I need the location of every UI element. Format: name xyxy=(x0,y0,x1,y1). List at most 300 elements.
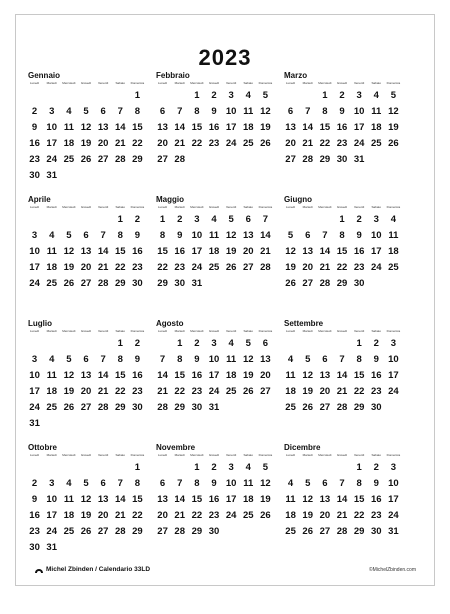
weekday-label: Martedì xyxy=(302,205,313,209)
day-cell: 8 xyxy=(117,354,123,365)
day-cell: 4 xyxy=(245,462,251,473)
day-cell: 23 xyxy=(174,262,185,273)
empty-cell xyxy=(60,212,77,228)
footer xyxy=(34,565,416,577)
day-cell: 13 xyxy=(302,246,313,257)
day-cell: 4 xyxy=(49,230,55,241)
day-cell: 14 xyxy=(302,122,313,133)
day-cell: 24 xyxy=(191,262,203,273)
month-name: Maggio xyxy=(156,195,184,204)
weekday-label: Martedì xyxy=(174,329,185,333)
day-cell: 17 xyxy=(46,510,57,521)
day-cell: 2 xyxy=(31,478,38,489)
weekday-label: Sabato xyxy=(115,205,126,209)
day-cell: 27 xyxy=(285,154,296,165)
weekday-label: Giovedì xyxy=(208,329,220,333)
day-cell: 10 xyxy=(225,478,237,489)
day-cell: 3 xyxy=(31,230,38,241)
day-cell: 6 xyxy=(100,478,106,489)
day-cell: 25 xyxy=(46,278,57,289)
month-name: Luglio xyxy=(28,319,52,328)
day-cell: 29 xyxy=(114,278,126,289)
weekday-label: Venerdì xyxy=(225,329,237,333)
month-name: Ottobre xyxy=(28,443,57,452)
weekday-label: Domenica xyxy=(386,81,401,85)
day-cell: 3 xyxy=(228,90,234,101)
day-cell: 15 xyxy=(191,122,203,133)
day-cell: 25 xyxy=(285,402,296,413)
day-cell: 21 xyxy=(97,386,109,397)
empty-cell xyxy=(95,460,112,476)
day-cell: 8 xyxy=(322,106,328,117)
day-cell: 27 xyxy=(80,402,92,413)
day-cell: 8 xyxy=(194,478,200,489)
day-cell: 27 xyxy=(319,526,331,537)
empty-cell xyxy=(316,336,333,352)
day-cell: 24 xyxy=(208,386,220,397)
weekday-label: Domenica xyxy=(130,205,145,209)
day-cell: 18 xyxy=(388,246,399,257)
day-cell: 11 xyxy=(46,370,57,381)
day-cell: 7 xyxy=(100,354,106,365)
day-cell: 19 xyxy=(388,122,399,133)
day-cell: 17 xyxy=(225,494,237,505)
day-cell: 5 xyxy=(83,478,89,489)
day-cell: 11 xyxy=(371,106,382,117)
empty-cell xyxy=(154,460,171,476)
weekday-header xyxy=(282,205,402,210)
day-cell: 5 xyxy=(83,106,89,117)
day-cell: 7 xyxy=(117,106,123,117)
day-cell: 5 xyxy=(228,214,234,225)
day-cell: 10 xyxy=(29,370,40,381)
day-cell: 25 xyxy=(242,138,254,149)
weekday-label: Martedì xyxy=(302,453,313,457)
day-cell: 13 xyxy=(319,494,331,505)
day-cell: 4 xyxy=(373,90,379,101)
weekday-label: Lunedì xyxy=(157,329,168,333)
day-cell: 27 xyxy=(80,278,92,289)
day-cell: 6 xyxy=(305,230,311,241)
day-cell: 19 xyxy=(285,262,296,273)
day-cell: 22 xyxy=(353,386,365,397)
day-cell: 28 xyxy=(174,154,185,165)
weekday-label: Lunedì xyxy=(29,81,40,85)
day-cell: 11 xyxy=(63,122,74,133)
empty-cell xyxy=(112,88,129,104)
weekday-label: Lunedì xyxy=(285,205,296,209)
weekday-label: Martedì xyxy=(46,205,57,209)
day-cell: 5 xyxy=(66,354,72,365)
weekday-header xyxy=(26,453,146,458)
empty-cell xyxy=(77,212,94,228)
weekday-label: Mercoledì xyxy=(190,81,204,85)
day-cell: 20 xyxy=(80,386,92,397)
day-cell: 21 xyxy=(174,510,185,521)
day-cell: 8 xyxy=(177,354,183,365)
month-name: Agosto xyxy=(156,319,184,328)
day-cell: 31 xyxy=(388,526,399,537)
day-cell: 25 xyxy=(63,154,75,165)
day-cell: 19 xyxy=(302,386,313,397)
day-cell: 24 xyxy=(46,526,57,537)
empty-cell xyxy=(282,336,299,352)
day-cell: 28 xyxy=(97,402,109,413)
weekday-label: Sabato xyxy=(371,205,382,209)
day-cell: 27 xyxy=(302,278,313,289)
day-cell: 8 xyxy=(356,354,362,365)
day-cell: 14 xyxy=(114,122,126,133)
day-cell: 17 xyxy=(29,262,40,273)
day-cell: 23 xyxy=(132,262,143,273)
weekday-header xyxy=(26,329,146,334)
day-cell: 24 xyxy=(388,386,399,397)
empty-cell xyxy=(60,336,77,352)
month-name: Aprile xyxy=(28,195,51,204)
weekday-label: Martedì xyxy=(302,81,313,85)
empty-cell xyxy=(43,88,60,104)
day-cell: 9 xyxy=(194,354,200,365)
weekday-header xyxy=(154,329,274,334)
weekday-label: Venerdì xyxy=(353,205,365,209)
weekday-header xyxy=(282,453,402,458)
day-cell: 30 xyxy=(208,526,220,537)
day-cell: 6 xyxy=(83,230,89,241)
mz-logo-icon xyxy=(34,566,44,574)
day-cell: 14 xyxy=(174,494,185,505)
weekday-label: Lunedì xyxy=(29,205,40,209)
day-cell: 4 xyxy=(287,478,294,489)
weekday-label: Sabato xyxy=(115,81,126,85)
day-cell: 31 xyxy=(29,418,40,429)
weekday-label: Sabato xyxy=(243,205,254,209)
weekday-label: Giovedì xyxy=(336,205,348,209)
day-cell: 20 xyxy=(285,138,296,149)
day-cell: 27 xyxy=(242,262,254,273)
empty-cell xyxy=(282,212,299,228)
day-cell: 1 xyxy=(134,462,141,473)
empty-cell xyxy=(43,212,60,228)
day-cell: 15 xyxy=(132,122,143,133)
weekday-label: Martedì xyxy=(174,205,185,209)
day-cell: 13 xyxy=(97,494,109,505)
weekday-label: Giovedì xyxy=(336,329,348,333)
day-cell: 18 xyxy=(46,386,57,397)
footer-credit: Michel Zbinden / Calendario 33LD xyxy=(46,566,151,573)
day-cell: 15 xyxy=(319,122,331,133)
month-giugno xyxy=(282,195,402,292)
day-cell: 15 xyxy=(174,370,185,381)
month-settembre xyxy=(282,319,402,416)
day-cell: 22 xyxy=(319,138,331,149)
day-cell: 11 xyxy=(226,354,237,365)
weekday-label: Mercoledì xyxy=(318,329,332,333)
day-cell: 20 xyxy=(157,138,168,149)
empty-cell xyxy=(43,460,60,476)
day-cell: 31 xyxy=(46,542,57,553)
day-cell: 8 xyxy=(159,230,166,241)
day-cell: 4 xyxy=(49,354,55,365)
day-cell: 8 xyxy=(339,230,345,241)
weekday-label: Mercoledì xyxy=(190,205,204,209)
weekday-label: Sabato xyxy=(371,81,382,85)
day-cell: 25 xyxy=(242,510,254,521)
weekday-label: Lunedì xyxy=(285,81,296,85)
day-cell: 10 xyxy=(353,106,365,117)
day-cell: 14 xyxy=(260,230,271,241)
empty-cell xyxy=(112,460,129,476)
day-cell: 12 xyxy=(63,246,75,257)
empty-cell xyxy=(333,336,350,352)
day-cell: 11 xyxy=(243,478,254,489)
empty-cell xyxy=(95,212,112,228)
day-cell: 13 xyxy=(157,494,168,505)
weekday-label: Lunedì xyxy=(285,329,296,333)
day-cell: 18 xyxy=(63,510,75,521)
day-cell: 26 xyxy=(63,278,75,289)
day-cell: 10 xyxy=(388,478,399,489)
weekday-label: Giovedì xyxy=(208,205,220,209)
day-cell: 27 xyxy=(97,154,109,165)
weekday-label: Giovedì xyxy=(336,453,348,457)
day-cell: 17 xyxy=(29,386,40,397)
day-cell: 28 xyxy=(302,154,313,165)
weekday-label: Venerdì xyxy=(225,453,237,457)
day-cell: 19 xyxy=(242,370,254,381)
day-cell: 1 xyxy=(134,90,141,101)
day-cell: 26 xyxy=(302,526,313,537)
day-cell: 1 xyxy=(194,462,200,473)
footer-website[interactable]: ©MichelZbinden.com xyxy=(368,567,416,573)
month-maggio xyxy=(154,195,274,292)
day-cell: 26 xyxy=(80,154,92,165)
day-cell: 1 xyxy=(339,214,345,225)
day-cell: 6 xyxy=(262,338,269,349)
day-cell: 3 xyxy=(49,106,55,117)
weekday-label: Giovedì xyxy=(80,81,92,85)
day-cell: 22 xyxy=(191,510,203,521)
day-cell: 11 xyxy=(46,246,57,257)
day-cell: 29 xyxy=(114,402,126,413)
day-cell: 21 xyxy=(114,138,126,149)
day-cell: 23 xyxy=(370,386,382,397)
day-cell: 11 xyxy=(208,230,220,241)
day-cell: 16 xyxy=(174,246,185,257)
day-cell: 14 xyxy=(336,494,348,505)
day-cell: 19 xyxy=(225,246,237,257)
day-cell: 12 xyxy=(225,230,237,241)
day-cell: 26 xyxy=(260,138,271,149)
empty-cell xyxy=(299,212,316,228)
weekday-label: Mercoledì xyxy=(318,205,332,209)
day-cell: 20 xyxy=(319,510,331,521)
month-febbraio xyxy=(154,71,274,168)
day-cell: 25 xyxy=(388,262,399,273)
day-cell: 7 xyxy=(339,354,345,365)
weekday-label: Mercoledì xyxy=(190,329,204,333)
day-cell: 22 xyxy=(132,138,143,149)
day-cell: 5 xyxy=(262,462,269,473)
day-cell: 10 xyxy=(29,246,40,257)
day-cell: 12 xyxy=(242,354,254,365)
day-cell: 14 xyxy=(97,370,109,381)
day-cell: 11 xyxy=(388,230,399,241)
day-cell: 6 xyxy=(83,354,89,365)
day-cell: 17 xyxy=(353,122,365,133)
day-cell: 26 xyxy=(285,278,296,289)
empty-cell xyxy=(171,88,188,104)
day-cell: 19 xyxy=(63,386,75,397)
empty-cell xyxy=(154,88,171,104)
weekday-label: Sabato xyxy=(243,81,254,85)
day-cell: 26 xyxy=(80,526,92,537)
day-cell: 21 xyxy=(336,510,348,521)
day-cell: 10 xyxy=(191,230,203,241)
day-cell: 2 xyxy=(211,90,217,101)
day-cell: 31 xyxy=(46,170,57,181)
day-cell: 10 xyxy=(388,354,399,365)
day-cell: 30 xyxy=(370,526,382,537)
day-cell: 7 xyxy=(305,106,311,117)
month-name: Marzo xyxy=(284,71,308,80)
day-cell: 6 xyxy=(159,106,166,117)
day-cell: 22 xyxy=(336,262,348,273)
weekday-label: Martedì xyxy=(174,81,185,85)
month-name: Settembre xyxy=(284,319,324,328)
day-cell: 30 xyxy=(132,402,143,413)
day-cell: 11 xyxy=(285,370,296,381)
day-cell: 9 xyxy=(134,354,141,365)
day-cell: 1 xyxy=(356,462,362,473)
weekday-label: Venerdì xyxy=(97,453,109,457)
day-grid xyxy=(282,212,402,292)
weekday-label: Sabato xyxy=(115,453,126,457)
day-cell: 15 xyxy=(353,494,365,505)
day-cell: 2 xyxy=(356,214,362,225)
day-cell: 9 xyxy=(31,494,38,505)
day-cell: 5 xyxy=(390,90,397,101)
day-cell: 17 xyxy=(208,370,220,381)
day-cell: 22 xyxy=(114,386,126,397)
day-cell: 13 xyxy=(242,230,254,241)
day-cell: 3 xyxy=(31,354,38,365)
day-cell: 4 xyxy=(287,354,294,365)
day-cell: 16 xyxy=(208,494,220,505)
month-name: Giugno xyxy=(284,195,312,204)
day-cell: 24 xyxy=(225,510,237,521)
day-cell: 14 xyxy=(97,246,109,257)
weekday-label: Mercoledì xyxy=(318,81,332,85)
day-cell: 16 xyxy=(132,370,143,381)
day-cell: 26 xyxy=(388,138,399,149)
day-cell: 9 xyxy=(339,106,345,117)
day-cell: 3 xyxy=(356,90,362,101)
day-grid xyxy=(282,336,402,416)
day-cell: 2 xyxy=(177,214,183,225)
day-cell: 25 xyxy=(370,138,382,149)
month-gennaio xyxy=(26,71,146,184)
day-cell: 29 xyxy=(132,526,143,537)
day-cell: 18 xyxy=(285,510,296,521)
day-cell: 31 xyxy=(353,154,365,165)
weekday-label: Giovedì xyxy=(208,81,220,85)
day-cell: 21 xyxy=(319,262,331,273)
day-cell: 21 xyxy=(114,510,126,521)
weekday-label: Lunedì xyxy=(29,329,40,333)
empty-cell xyxy=(77,336,94,352)
weekday-label: Mercoledì xyxy=(62,205,76,209)
day-cell: 4 xyxy=(390,214,397,225)
weekday-label: Mercoledì xyxy=(62,81,76,85)
day-cell: 14 xyxy=(336,370,348,381)
weekday-label: Domenica xyxy=(386,329,401,333)
day-cell: 19 xyxy=(80,138,92,149)
day-cell: 21 xyxy=(260,246,271,257)
day-cell: 15 xyxy=(114,370,126,381)
empty-cell xyxy=(26,460,43,476)
day-cell: 6 xyxy=(100,106,106,117)
day-cell: 30 xyxy=(370,402,382,413)
day-cell: 23 xyxy=(29,526,40,537)
weekday-label: Lunedì xyxy=(29,453,40,457)
day-grid xyxy=(26,336,146,432)
weekday-label: Martedì xyxy=(46,81,57,85)
day-cell: 2 xyxy=(134,214,141,225)
day-cell: 12 xyxy=(285,246,296,257)
year-title: 2023 xyxy=(198,45,252,70)
empty-cell xyxy=(282,460,299,476)
day-cell: 15 xyxy=(114,246,126,257)
day-cell: 29 xyxy=(157,278,168,289)
weekday-label: Venerdì xyxy=(225,205,237,209)
day-cell: 17 xyxy=(225,122,237,133)
day-cell: 1 xyxy=(322,90,328,101)
day-cell: 24 xyxy=(353,138,365,149)
day-cell: 18 xyxy=(285,386,296,397)
day-cell: 13 xyxy=(80,246,92,257)
day-cell: 25 xyxy=(208,262,220,273)
day-cell: 23 xyxy=(370,510,382,521)
day-cell: 10 xyxy=(46,122,57,133)
day-cell: 18 xyxy=(242,494,254,505)
weekday-header xyxy=(282,329,402,334)
day-cell: 24 xyxy=(46,154,57,165)
day-cell: 15 xyxy=(336,246,348,257)
day-cell: 16 xyxy=(208,122,220,133)
day-cell: 31 xyxy=(208,402,220,413)
day-cell: 26 xyxy=(63,402,75,413)
day-cell: 14 xyxy=(157,370,168,381)
day-cell: 14 xyxy=(319,246,331,257)
weekday-label: Mercoledì xyxy=(318,453,332,457)
day-cell: 11 xyxy=(243,106,254,117)
day-cell: 21 xyxy=(302,138,313,149)
day-cell: 10 xyxy=(208,354,220,365)
weekday-label: Martedì xyxy=(46,453,57,457)
day-cell: 29 xyxy=(191,526,203,537)
day-cell: 28 xyxy=(336,402,348,413)
day-cell: 18 xyxy=(370,122,382,133)
day-cell: 23 xyxy=(191,386,203,397)
day-cell: 26 xyxy=(260,510,271,521)
day-cell: 25 xyxy=(285,526,296,537)
day-cell: 2 xyxy=(373,462,379,473)
day-cell: 5 xyxy=(287,230,294,241)
day-cell: 1 xyxy=(194,90,200,101)
empty-cell xyxy=(316,212,333,228)
day-cell: 20 xyxy=(97,510,109,521)
day-cell: 4 xyxy=(211,214,217,225)
